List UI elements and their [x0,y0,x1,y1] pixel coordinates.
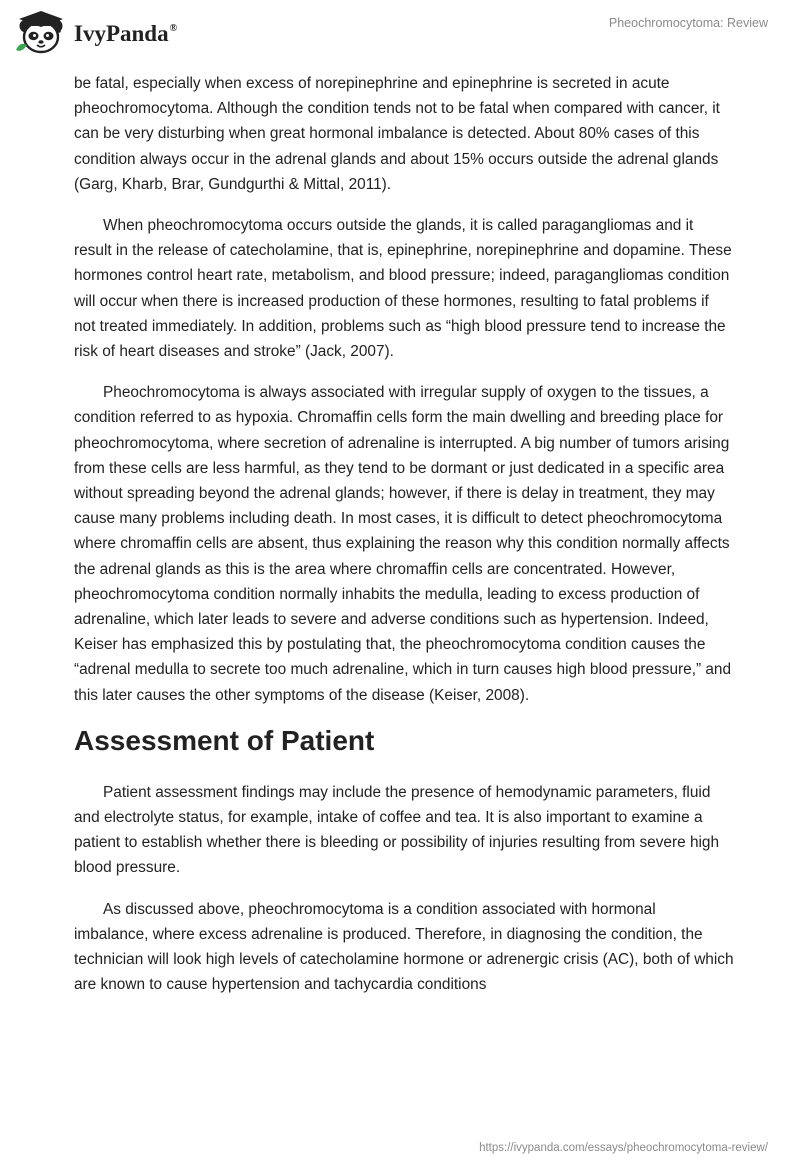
paragraph-5: As discussed above, pheochromocytoma is a condition associated with hormonal imbalance, where excess adrenaline is produced. Therefore, in diagnosing the condition, the technician will look high levels of catecholamine hormone or adrenergic crisis (AC), both of which are known to cause hypertension and tachycardia conditions [74,900,734,994]
panda-logo-icon [14,8,70,56]
paragraph-1: be fatal, especially when excess of norepinephrine and epinephrine is secreted in acute pheochromocytoma. Although the condition tends not to be fatal when compared with cancer, it can be very disturbing when great hormonal imbalance is detected. About 80% cases of this condition always occur in the adrenal glands and about 15% occurs outside the adrenal glands (Garg, Kharb, Brar, Gundgurthi & Mittal, 2011). [74,75,720,193]
document-title: Pheochromocytoma: Review [608,16,768,30]
source-url[interactable]: https://ivypanda.com/essays/pheochromocytoma-review/ [479,1142,768,1154]
essay-body [74,71,734,1014]
ivypanda-logo[interactable] [14,8,177,56]
section-heading: Assessment of Patient [74,724,375,756]
paragraph-3: Pheochromocytoma is always associated with irregular supply of oxygen to the tissues, a condition referred to as hypoxia. Chromaffin cells form the main dwelling and breeding place for pheochromocytoma, where secretion of adrenaline is interrupted. A big number of tumors arising from these cells are less harmful, as they tend to be dormant or just dedicated in a specific area without spreading beyond the adrenal glands; however, if there is delay in treatment, they may cause many problems including death. In most cases, it is difficult to detect pheochromocytoma where chromaffin cells are absent, thus explaining the reason why this condition normally affects the adrenal glands as this is the area where chromaffin cells are concentrated. However, pheochromocytoma condition normally inhabits the medulla, leading to excess production of adrenaline, which later leads to severe and adverse conditions such as hypertension. Indeed, Keiser has emphasized this by postulating that, the pheochromocytoma condition causes the “adrenal medulla to secrete too much adrenaline, which in turn causes high blood pressure,” and this later causes the other symptoms of the disease (Keiser, 2008). [74,384,732,704]
paragraph-2: When pheochromocytoma occurs outside the glands, it is called paragangliomas and it result in the release of catecholamine, that is, epinephrine, norepinephrine and dopamine. These hormones control heart rate, metabolism, and blood pressure; indeed, paragangliomas condition will occur when there is increased production of these hormones, resulting to fatal problems if not treated immediately. In addition, problems such as “high blood pressure tend to increase the risk of heart diseases and stroke” (Jack, 2007). [74,217,732,361]
brand-name: IvyPanda® [74,21,178,46]
page-header [0,0,800,70]
paragraph-4: Patient assessment findings may include the presence of hemodynamic parameters, fluid and electrolyte status, for example, intake of coffee and tea. It is also important to examine a patient to establish whether there is bleeding or possibility of injuries resulting from severe high blood pressure. [74,783,720,877]
